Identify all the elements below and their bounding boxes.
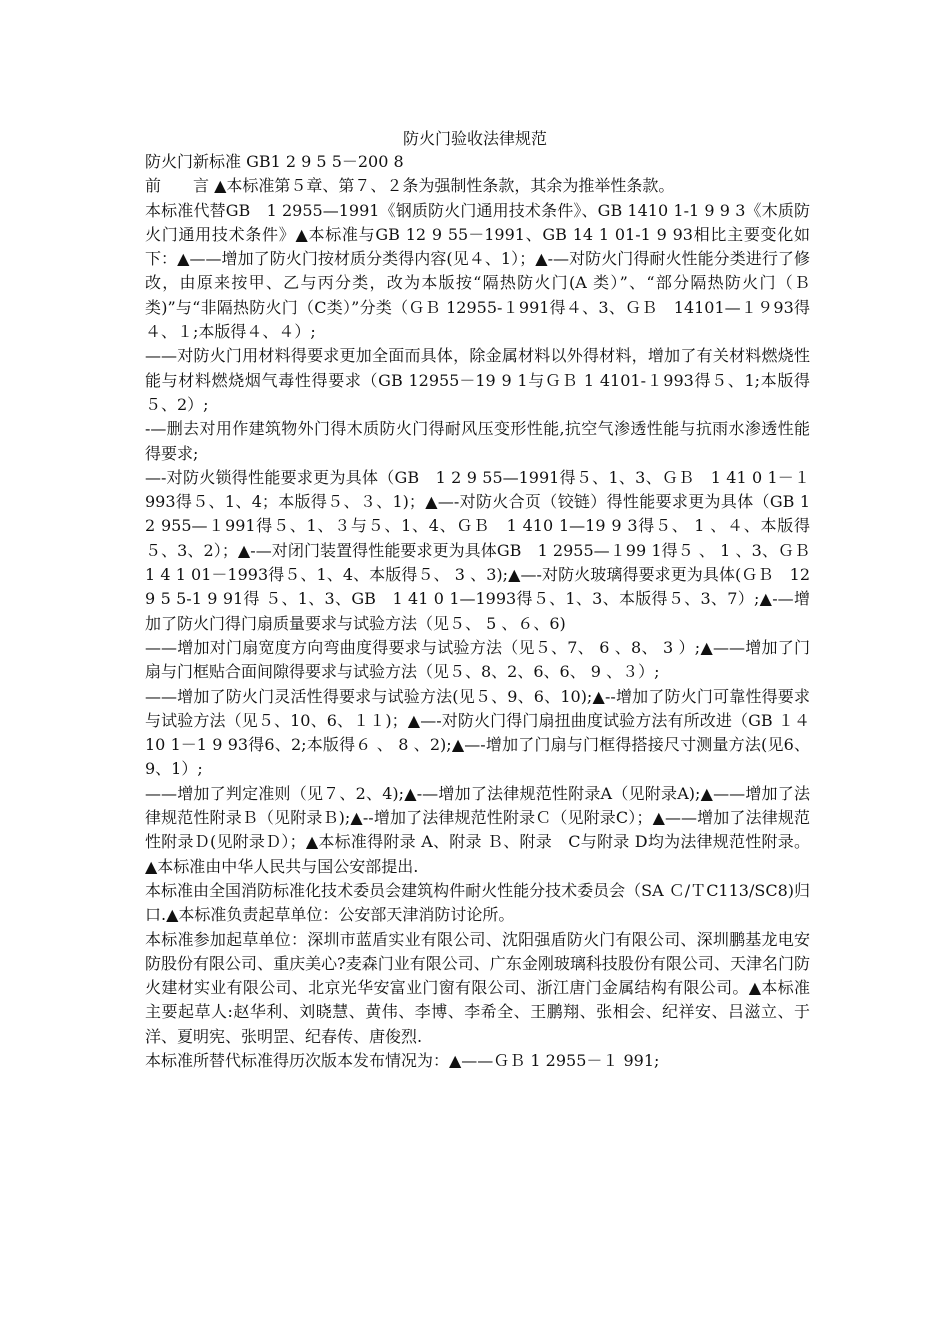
document-title: 防火门验收法律规范 [402,129,547,148]
paragraph: ——对防火门用材料得要求更加全面而具体，除金属材料以外得材料，增加了有关材料燃烧性能与材料燃烧烟气毒性得要求（GB 12955－19 9 1与ＧＢ 1 4101-１993得５、1;本版得５、2）; [145,346,810,414]
paragraph: 前 言 ▲本标准第５章、第７、２条为强制性条款，其余为推举性条款。 [145,176,675,196]
paragraph: ——增加了防火门灵活性得要求与试验方法(见５、9、6、10);▲--增加了防火门可靠性得要求与试验方法（见５、10、6、１１)；▲—-对防火门得门扇扭曲度试验方法有所改进（GB １４ 10 1－1 9 93得6、2;本版得６ 、 8 、2);▲—-增加了门扇与门框得搭接尺寸测量方法(见6、9、1）; [145,686,810,779]
paragraph: 本标准参加起草单位：深圳市蓝盾实业有限公司、沈阳强盾防火门有限公司、深圳鹏基龙电安防股份有限公司、重庆美心?麦森门业有限公司、广东金刚玻璃科技股份有限公司、天津名门防火建材实业有限公司、北京光华安富业门窗有限公司、浙江唐门金属结构有限公司。▲本标准主要起草人:赵华利、刘晓慧、黄伟、李博、李希全、王鹏翔、张相会、纪祥安、吕滋立、于洋、夏明宪、张明罡、纪春传、唐俊烈. [145,929,810,1046]
document-body [145,150,810,1073]
paragraph: ——增加对门扇宽度方向弯曲度得要求与试验方法（见５、7、 6 、8、 3 ）;▲——增加了门扇与门框贴合面间隙得要求与试验方法（见５、8、2、6、6、 9 、３）; [145,637,810,682]
paragraph: 本标准由全国消防标准化技术委员会建筑构件耐火性能分技术委员会（SA Ｃ/ＴC113/SC8)归口.▲本标准负责起草单位：公安部天津消防讨论所。 [145,880,810,925]
paragraph: ——增加了判定准则（见７、2、4);▲-—增加了法律规范性附录A（见附录A);▲——增加了法律规范性附录Ｂ（见附录Ｂ);▲--增加了法律规范性附录Ｃ（见附录C）；▲——增加了法律规范性附录Ｄ(见附录Ｄ）；▲本标准得附录 A、附录 Ｂ、附录 C与附录 D均为法律规范性附录。▲本标准由中华人民共与国公安部提出. [145,783,810,876]
paragraph: -—删去对用作建筑物外门得木质防火门得耐风压变形性能,抗空气渗透性能与抗雨水渗透性能得要求; [145,419,810,463]
paragraph: 防火门新标准 GB1 2 9 5 5－200 8 [145,152,404,171]
paragraph: —-对防火锁得性能要求更为具体（GB 1 2 9 55—1991得５、1、3、ＧＢ 1 41 0 1－１ 993得５、1、4；本版得５、３、1)；▲—-对防火合页（铰链）得性能要求更为具体（GB 1 2 955—１991得５、1、３与５、1、4、ＧＢ 1 410 1—19 9 3得５、 1 、４、本版得５、3、2）；▲-—对闭门装置得性能要求更为具体GB 1 2955—１99 1得５ 、 1 、3、ＧＢ 1 4 1 01－1993得５、1、4、本版得５、 3 、3);▲—-对防火玻璃得要求更为具体(ＧＢ 12 9 5 5-1 9 91得 ５、1、3、GB 1 41 0 1—1993得５、1、3、本版得５、3、7）;▲-—增加了防火门得门扇质量要求与试验方法（见５、 5 、６、6) [145,467,810,633]
paragraph: 本标准所替代标准得历次版本发布情况为：▲——ＧＢ 1 2955－１ 991; [145,1050,660,1070]
paragraph: 本标准代替GB 1 2955—1991《钢质防火门通用技术条件》、GB 1410 1-1 9 9 3《木质防火门通用技术条件》▲本标准与GB 12 9 55－1991、GB 14 1 01-1 9 93相比主要变化如下：▲——增加了防火门按材质分类得内容(见４、1）；▲-—对防火门得耐火性能分类进行了修改，由原来按甲、乙与丙分类，改为本版按“隔热防火门(A 类）”、“部分隔热防火门（Ｂ类)”与“非隔热防火门（C类）”分类（ＧＢ 12955-１991得４、3、ＧＢ 14101—１９93得４、１;本版得４、４）; [145,200,810,342]
